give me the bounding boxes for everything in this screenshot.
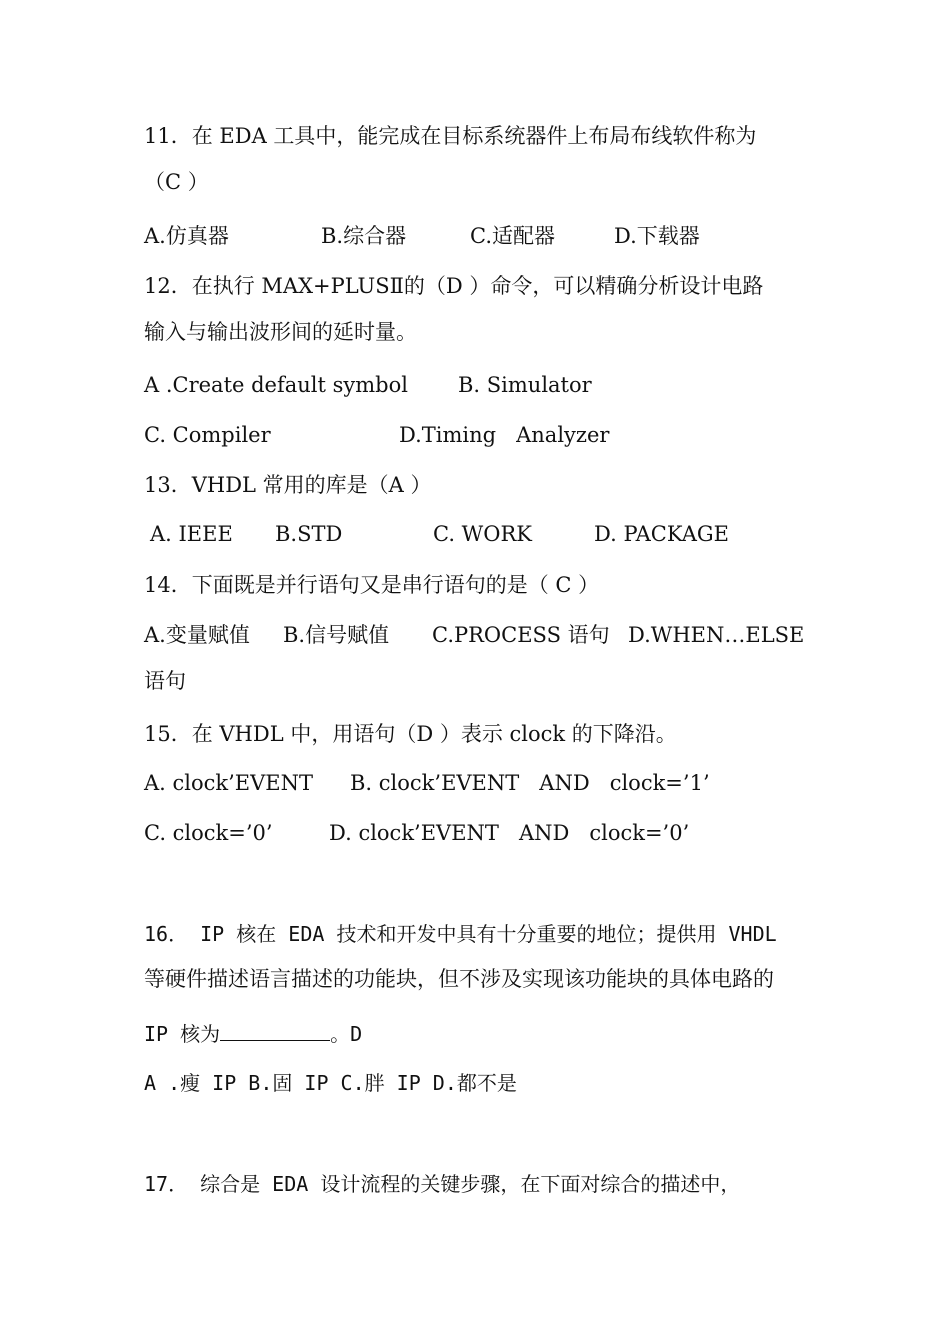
q17-stem-line-1: 17． 综合是 EDA 设计流程的关键步骤，在下面对综合的描述中， xyxy=(144,1172,741,1196)
q13-options xyxy=(144,520,844,548)
q15-option-a: A. clock’EVENT xyxy=(144,771,314,795)
q13-option-b: B.STD xyxy=(275,522,343,546)
q12-option-a: A .Create default symbol xyxy=(144,373,408,397)
q12-stem-line-2: 输入与输出波形间的延时量。 xyxy=(144,320,417,344)
q12-option-c: C. Compiler xyxy=(144,423,271,447)
q14-option-a: A.变量赋值 xyxy=(144,623,250,647)
q13-option-d: D. PACKAGE xyxy=(594,522,729,546)
q15-options-row-1 xyxy=(144,769,844,797)
q12-option-d: D.Timing Analyzer xyxy=(399,423,610,447)
q15-option-c: C. clock=’0’ xyxy=(144,821,273,845)
q13-option-c: C. WORK xyxy=(433,522,532,546)
q15-options-row-2 xyxy=(144,819,844,847)
q14-option-d: D.WHEN…ELSE xyxy=(628,623,805,647)
q15-option-d: D. clock’EVENT AND clock=’0’ xyxy=(329,821,690,845)
q11-stem-line-2: （C ） xyxy=(144,170,209,194)
q11-option-b: B.综合器 xyxy=(321,224,407,248)
q16-answer-blank xyxy=(220,1020,330,1041)
q16-blank-prefix: IP 核为 xyxy=(144,1022,221,1046)
q14-option-d-continuation: 语句 xyxy=(144,669,186,693)
q16-options: A .瘦 IP B.固 IP C.胖 IP D.都不是 xyxy=(144,1071,517,1095)
q13-option-a: A. IEEE xyxy=(150,522,233,546)
q11-option-c: C.适配器 xyxy=(470,224,555,248)
q14-options xyxy=(144,621,844,649)
q12-option-b: B. Simulator xyxy=(458,373,592,397)
q11-option-d: D.下载器 xyxy=(614,224,700,248)
q16-stem-line-3 xyxy=(144,1020,362,1048)
q16-stem-line-2: 等硬件描述语言描述的功能块，但不涉及实现该功能块的具体电路的 xyxy=(144,967,774,991)
q12-stem-line-1: 12．在执行 MAX+PLUSⅡ的（D ）命令，可以精确分析设计电路 xyxy=(144,274,764,298)
q12-options-row-1 xyxy=(144,371,844,399)
q11-options xyxy=(144,222,844,250)
q15-stem-line-1: 15．在 VHDL 中，用语句（D ）表示 clock 的下降沿。 xyxy=(144,722,677,746)
q16-stem-line-1: 16． IP 核在 EDA 技术和开发中具有十分重要的地位；提供用 VHDL xyxy=(144,922,777,946)
q14-stem-line-1: 14．下面既是并行语句又是串行语句的是（ C ） xyxy=(144,573,600,597)
q11-option-a: A.仿真器 xyxy=(144,224,229,248)
q15-option-b: B. clock’EVENT AND clock=’1’ xyxy=(350,771,710,795)
q13-stem-line-1: 13．VHDL 常用的库是（A ） xyxy=(144,473,432,497)
q12-options-row-2 xyxy=(144,421,844,449)
q14-option-c: C.PROCESS 语句 xyxy=(432,623,610,647)
q14-option-b: B.信号赋值 xyxy=(283,623,390,647)
q16-blank-suffix: 。D xyxy=(330,1022,363,1046)
q11-stem-line-1: 11．在 EDA 工具中，能完成在目标系统器件上布局布线软件称为 xyxy=(144,124,757,148)
